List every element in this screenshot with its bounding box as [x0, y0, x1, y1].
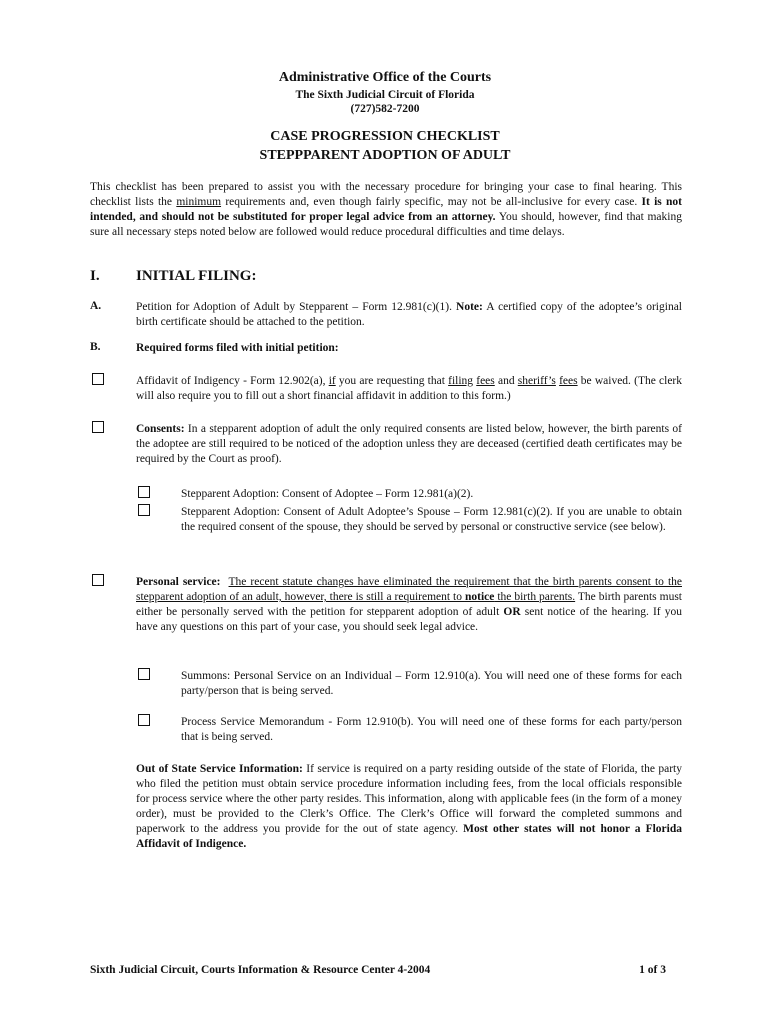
consent-adoptee-text: Stepparent Adoption: Consent of Adoptee – Form 12.981(a)(2). [181, 488, 474, 500]
affidavit-checkbox[interactable] [92, 373, 104, 385]
item-a-label: A. [90, 300, 102, 312]
consent-spouse-text: Stepparent Adoption: Consent of Adult Adoptee’s Spouse – Form 12.981(c)(2). If you are unable to obtain the required consent of the spouse, they should be served by personal or constructive service (see below). [181, 506, 682, 533]
process-service-checkbox[interactable] [138, 714, 150, 726]
summons-checkbox[interactable] [138, 668, 150, 680]
intro-paragraph: This checklist has been prepared to assist you with the necessary procedure for bringing your case to final hearing. This checklist lists the minimum requirements and, even though fairly specific, may not be all-inclusive for every case. It is not intended, and should not be substituted for proper legal advice from an attorney. You should, however, find that making sure all necessary steps noted below are followed would reduce procedural difficulties and time delays. [90, 181, 682, 238]
consents-checkbox[interactable] [92, 421, 104, 433]
affidavit-text: Affidavit of Indigency - Form 12.902(a), if you are requesting that filing fees and sheriff’s fees be waived. (The clerk will also require you to fill out a short financial affidavit in addition to this form.) [136, 375, 683, 402]
out-of-state-text: Out of State Service Information: If service is required on a party residing outside of the state of Florida, the party who filed the petition must obtain service procedure information including fees, from the local officials responsible for process service where the other party resides. This information, along with applicable fees (in the form of a money order), must be provided to the Clerk’s Office. The Clerk’s Office will forward the completed summons and paperwork to the address you provide for the out of state agency. Most other states will not honor a Florida Affidavit of Indigence. [136, 763, 682, 850]
consents-text: Consents: In a stepparent adoption of adult the only required consents are listed below, however, the birth parents of the adoptee are still required to be noticed of the adoption unless they are deceased (certified death certificates may be required by the Court as proof). [136, 423, 682, 465]
footer-source: Sixth Judicial Circuit, Courts Information & Resource Center 4-2004 [90, 964, 431, 976]
process-service-text: Process Service Memorandum - Form 12.910(b). You will need one of these forms for each party/person that is being served. [181, 716, 682, 743]
checklist-subtitle: STEPPPARENT ADOPTION OF ADULT [259, 148, 511, 163]
phone-heading: (727)582-7200 [350, 103, 420, 115]
consent-spouse-checkbox[interactable] [138, 504, 150, 516]
checklist-title: CASE PROGRESSION CHECKLIST [270, 129, 500, 144]
personal-service-checkbox[interactable] [92, 574, 104, 586]
consent-adoptee-checkbox[interactable] [138, 486, 150, 498]
summons-text: Summons: Personal Service on an Individual – Form 12.910(a). You will need one of these forms for each party/person that is being served. [181, 670, 682, 697]
circuit-heading: The Sixth Judicial Circuit of Florida [295, 89, 475, 101]
item-b-label: B. [90, 341, 101, 353]
section-title: INITIAL FILING: [136, 268, 257, 284]
item-a-text: Petition for Adoption of Adult by Stepparent – Form 12.981(c)(1). Note: A certified copy of the adoptee’s original birth certificate should be attached to the petition. [136, 301, 682, 328]
office-heading: Administrative Office of the Courts [278, 70, 492, 85]
section-number: I. [90, 268, 100, 284]
personal-service-text: Personal service: The recent statute changes have eliminated the requirement that the birth parents consent to the stepparent adoption of an adult, however, there is still a requirement to notice the birth parents. The birth parents must either be personally served with the petition for stepparent adoption of adult OR sent notice of the hearing. If you have any questions on this part of your case, you should seek legal advice. [136, 576, 682, 633]
item-b-text: Required forms filed with initial petition: [136, 342, 339, 354]
footer-page-number: 1 of 3 [639, 964, 666, 976]
